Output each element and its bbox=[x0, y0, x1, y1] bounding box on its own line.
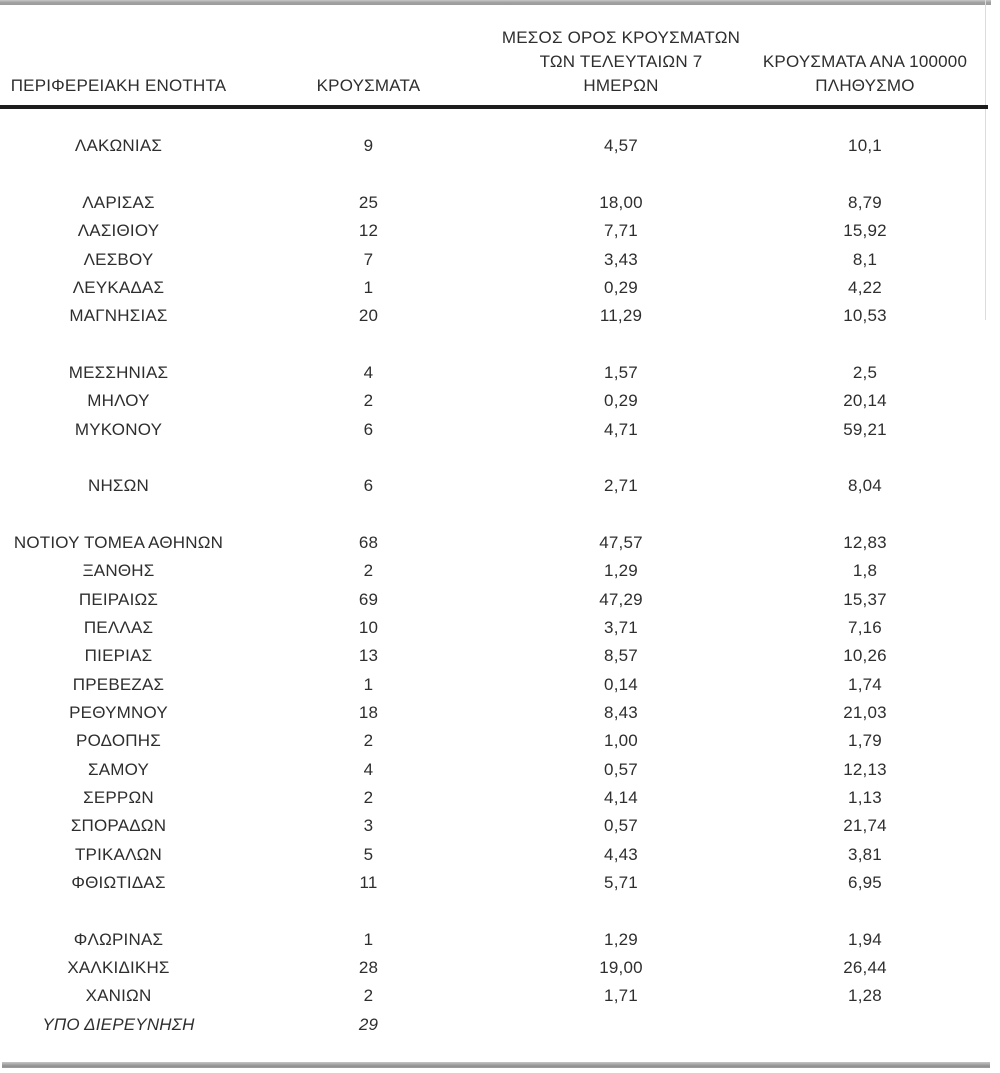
table-row bbox=[0, 557, 988, 585]
table-body bbox=[0, 109, 988, 1039]
region-name-cell: ΡΕΘΥΜΝΟΥ bbox=[69, 703, 168, 723]
region-name-cell: ΡΟΔΟΠΗΣ bbox=[76, 731, 161, 751]
column-header-avg7-line1: ΜΕΣΟΣ ΟΡΟΣ ΚΡΟΥΣΜΑΤΩΝ bbox=[501, 28, 741, 47]
table-row bbox=[0, 189, 988, 217]
avg7-cell: 1,71 bbox=[604, 986, 638, 1006]
column-header-avg7-line3: ΗΜΕΡΩΝ bbox=[583, 76, 659, 95]
region-name-cell: ΧΑΛΚΙΔΙΚΗΣ bbox=[67, 958, 170, 978]
per100k-cell: 12,83 bbox=[843, 532, 887, 552]
region-name-cell: ΠΕΙΡΑΙΩΣ bbox=[78, 589, 159, 609]
avg7-cell: 1,29 bbox=[604, 561, 638, 581]
table-row bbox=[0, 472, 988, 500]
table-row bbox=[0, 982, 988, 1010]
table-row bbox=[0, 642, 988, 670]
region-name-cell: ΦΘΙΩΤΙΔΑΣ bbox=[71, 873, 166, 893]
region-name-cell: ΣΠΟΡΑΔΩΝ bbox=[70, 816, 167, 836]
cases-cell: 10 bbox=[358, 618, 379, 638]
region-name-cell: ΣΑΜΟΥ bbox=[87, 759, 150, 779]
table-row bbox=[0, 302, 988, 330]
column-header-per100k bbox=[742, 50, 988, 105]
cases-cell: 12 bbox=[358, 221, 379, 241]
cases-cell: 13 bbox=[358, 646, 379, 666]
table-row bbox=[0, 784, 988, 812]
per100k-cell: 10,53 bbox=[843, 306, 887, 326]
cases-cell: 2 bbox=[363, 561, 374, 581]
column-header-region bbox=[0, 74, 237, 105]
cases-cell: 2 bbox=[363, 788, 374, 808]
cases-cell: 20 bbox=[358, 306, 379, 326]
per100k-cell: 2,5 bbox=[852, 362, 878, 382]
per100k-cell: 8,79 bbox=[848, 192, 882, 212]
table-row bbox=[0, 954, 988, 982]
region-name-cell: ΠΡΕΒΕΖΑΣ bbox=[72, 674, 165, 694]
per100k-cell: 6,95 bbox=[848, 873, 882, 893]
cases-cell: 6 bbox=[363, 419, 374, 439]
avg7-cell: 0,57 bbox=[604, 759, 638, 779]
region-name-cell: ΛΑΡΙΣΑΣ bbox=[82, 192, 155, 212]
table-row bbox=[0, 359, 988, 387]
cases-cell: 6 bbox=[363, 476, 374, 496]
per100k-cell: 8,1 bbox=[852, 249, 878, 269]
region-name-cell: ΜΥΚΟΝΟΥ bbox=[74, 419, 163, 439]
region-name-cell: ΦΛΩΡΙΝΑΣ bbox=[73, 929, 164, 949]
avg7-cell: 2,71 bbox=[604, 476, 638, 496]
per100k-cell: 1,8 bbox=[852, 561, 878, 581]
per100k-cell: 10,26 bbox=[843, 646, 887, 666]
region-name-cell: ΥΠΟ ΔΙΕΡΕΥΝΗΣΗ bbox=[42, 1014, 195, 1034]
table-row bbox=[0, 926, 988, 954]
table-spacer-row bbox=[0, 500, 988, 528]
column-header-cases-label: ΚΡΟΥΣΜΑΤΑ bbox=[316, 76, 421, 95]
avg7-cell: 0,29 bbox=[604, 277, 638, 297]
table-row bbox=[0, 217, 988, 245]
per100k-cell: 15,92 bbox=[843, 221, 887, 241]
per100k-cell: 21,74 bbox=[843, 816, 887, 836]
region-name-cell: ΝΗΣΩΝ bbox=[87, 476, 150, 496]
per100k-cell: 59,21 bbox=[843, 419, 887, 439]
avg7-cell: 47,57 bbox=[599, 532, 643, 552]
avg7-cell: 5,71 bbox=[604, 873, 638, 893]
table-row bbox=[0, 756, 988, 784]
column-header-region-label: ΠΕΡΙΦΕΡΕΙΑΚΗ ΕΝΟΤΗΤΑ bbox=[10, 76, 227, 95]
table-spacer-row bbox=[0, 444, 988, 472]
bottom-divider-bar bbox=[2, 1062, 990, 1068]
table-row bbox=[0, 132, 988, 160]
avg7-cell: 18,00 bbox=[599, 192, 643, 212]
per100k-cell: 3,81 bbox=[848, 844, 882, 864]
avg7-cell: 0,57 bbox=[604, 816, 638, 836]
cases-cell: 3 bbox=[363, 816, 374, 836]
avg7-cell: 4,71 bbox=[604, 419, 638, 439]
per100k-cell: 26,44 bbox=[843, 958, 887, 978]
cases-cell: 68 bbox=[358, 532, 379, 552]
region-name-cell: ΞΑΝΘΗΣ bbox=[82, 561, 155, 581]
cases-cell: 18 bbox=[358, 703, 379, 723]
cases-cell: 2 bbox=[363, 391, 374, 411]
region-name-cell: ΠΕΛΛΑΣ bbox=[83, 618, 154, 638]
avg7-cell: 3,71 bbox=[604, 618, 638, 638]
avg7-cell: 4,14 bbox=[604, 788, 638, 808]
per100k-cell: 21,03 bbox=[843, 703, 887, 723]
table-row bbox=[0, 529, 988, 557]
per100k-cell: 7,16 bbox=[848, 618, 882, 638]
table-header-row bbox=[0, 0, 988, 109]
cases-cell: 4 bbox=[363, 759, 374, 779]
column-header-per100k-line1: ΚΡΟΥΣΜΑΤΑ ΑΝΑ 100000 bbox=[762, 52, 968, 71]
region-name-cell: ΤΡΙΚΑΛΩΝ bbox=[74, 844, 163, 864]
avg7-cell: 8,43 bbox=[604, 703, 638, 723]
per100k-cell: 15,37 bbox=[843, 589, 887, 609]
column-header-per100k-line2: ΠΛΗΘΥΣΜΟ bbox=[815, 76, 915, 95]
region-name-cell: ΜΕΣΣΗΝΙΑΣ bbox=[68, 362, 169, 382]
column-header-avg7 bbox=[500, 26, 742, 105]
cases-cell: 4 bbox=[363, 362, 374, 382]
avg7-cell: 0,14 bbox=[604, 674, 638, 694]
region-name-cell: ΛΕΥΚΑΔΑΣ bbox=[72, 277, 165, 297]
table-row bbox=[0, 869, 988, 897]
cases-cell: 11 bbox=[359, 873, 378, 893]
table-row bbox=[0, 586, 988, 614]
region-name-cell: ΛΑΣΙΘΙΟΥ bbox=[77, 221, 160, 241]
avg7-cell: 4,43 bbox=[604, 844, 638, 864]
per100k-cell: 4,22 bbox=[848, 277, 882, 297]
avg7-cell: 47,29 bbox=[599, 589, 643, 609]
region-name-cell: ΧΑΝΙΩΝ bbox=[85, 986, 152, 1006]
per100k-cell: 1,13 bbox=[848, 788, 882, 808]
cases-cell: 28 bbox=[358, 958, 379, 978]
avg7-cell: 11,29 bbox=[599, 306, 643, 326]
per100k-cell: 1,94 bbox=[848, 929, 882, 949]
table-row bbox=[0, 727, 988, 755]
column-header-cases bbox=[237, 74, 500, 105]
region-name-cell: ΛΕΣΒΟΥ bbox=[83, 249, 154, 269]
cases-cell: 9 bbox=[363, 136, 374, 156]
column-header-avg7-line2: ΤΩΝ ΤΕΛΕΥΤΑΙΩΝ 7 bbox=[539, 52, 703, 71]
avg7-cell: 1,57 bbox=[604, 362, 638, 382]
table-row bbox=[0, 671, 988, 699]
avg7-cell: 1,00 bbox=[604, 731, 638, 751]
cases-cell: 1 bbox=[363, 929, 374, 949]
table-row bbox=[0, 274, 988, 302]
cases-cell: 2 bbox=[363, 986, 374, 1006]
per100k-cell: 10,1 bbox=[848, 136, 882, 156]
per100k-cell: 1,79 bbox=[848, 731, 882, 751]
table-row bbox=[0, 841, 988, 869]
table-row bbox=[0, 415, 988, 443]
per100k-cell: 20,14 bbox=[843, 391, 887, 411]
table-row bbox=[0, 614, 988, 642]
cases-cell: 69 bbox=[358, 589, 379, 609]
table-row bbox=[0, 245, 988, 273]
avg7-cell: 1,29 bbox=[604, 929, 638, 949]
per100k-cell: 8,04 bbox=[848, 476, 882, 496]
table-spacer-row bbox=[0, 330, 988, 358]
region-name-cell: ΠΙΕΡΙΑΣ bbox=[84, 646, 153, 666]
region-name-cell: ΛΑΚΩΝΙΑΣ bbox=[74, 136, 163, 156]
region-name-cell: ΜΑΓΝΗΣΙΑΣ bbox=[69, 306, 168, 326]
table-spacer-row bbox=[0, 160, 988, 188]
per100k-cell: 12,13 bbox=[843, 759, 887, 779]
avg7-cell: 7,71 bbox=[604, 221, 638, 241]
cases-cell: 29 bbox=[358, 1014, 379, 1034]
avg7-cell: 4,57 bbox=[604, 136, 638, 156]
cases-cell: 7 bbox=[363, 249, 374, 269]
cases-cell: 25 bbox=[358, 192, 379, 212]
table-row bbox=[0, 387, 988, 415]
table-row bbox=[0, 812, 988, 840]
avg7-cell: 3,43 bbox=[604, 249, 638, 269]
avg7-cell: 0,29 bbox=[604, 391, 638, 411]
cases-cell: 5 bbox=[363, 844, 374, 864]
table-row bbox=[0, 1011, 988, 1039]
table-row bbox=[0, 699, 988, 727]
region-name-cell: ΜΗΛΟΥ bbox=[87, 391, 150, 411]
region-name-cell: ΝΟΤΙΟΥ ΤΟΜΕΑ ΑΘΗΝΩΝ bbox=[13, 532, 224, 552]
per100k-cell: 1,74 bbox=[848, 674, 882, 694]
cases-cell: 2 bbox=[363, 731, 374, 751]
avg7-cell: 8,57 bbox=[604, 646, 638, 666]
cases-cell: 1 bbox=[363, 277, 374, 297]
avg7-cell: 19,00 bbox=[599, 958, 643, 978]
region-name-cell: ΣΕΡΡΩΝ bbox=[83, 788, 154, 808]
table-spacer-row bbox=[0, 897, 988, 925]
per100k-cell: 1,28 bbox=[848, 986, 882, 1006]
cases-cell: 1 bbox=[363, 674, 374, 694]
